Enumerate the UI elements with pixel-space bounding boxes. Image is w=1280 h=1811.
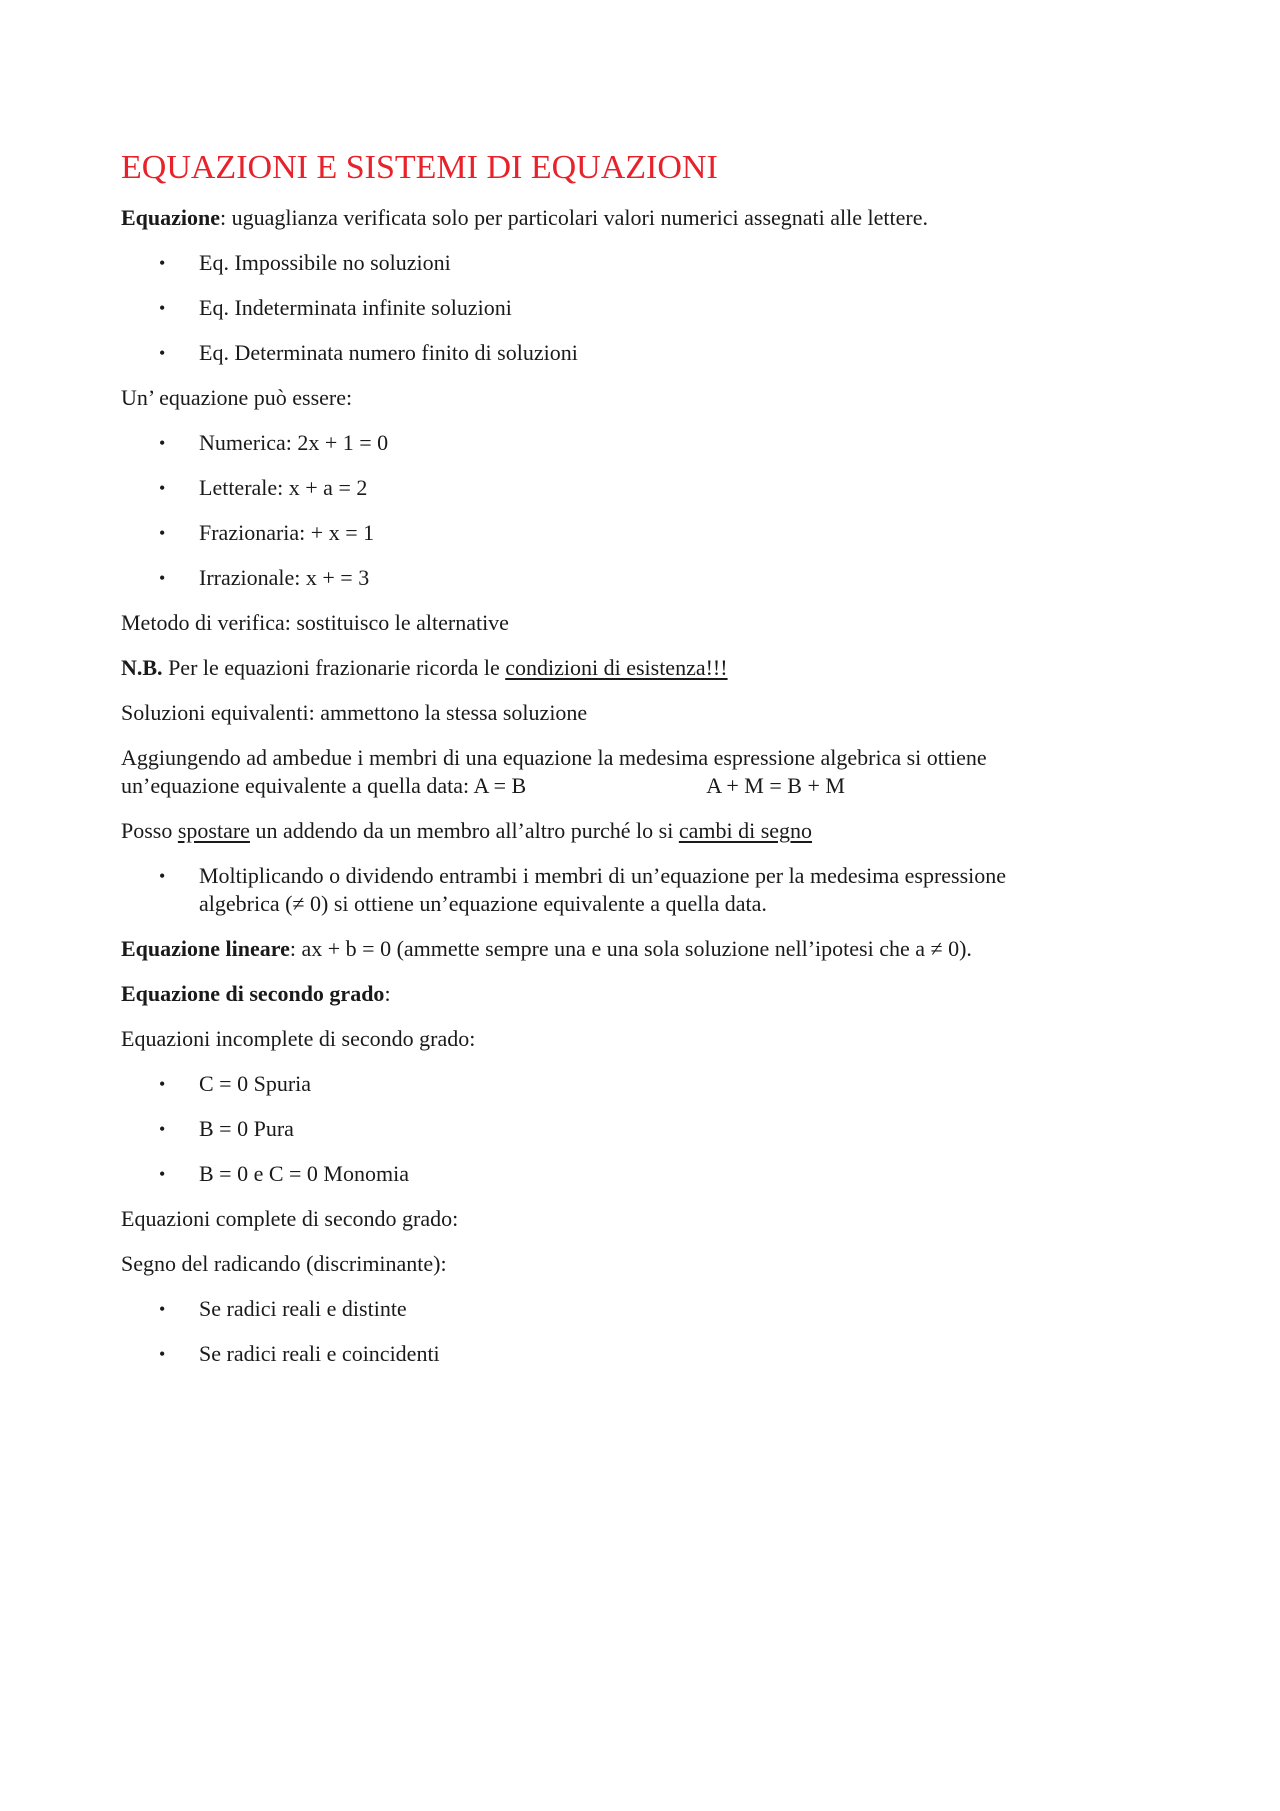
moltiplicando-list [121,862,1121,918]
bullet-icon: • [159,433,166,453]
spostare-underlined: spostare [177,818,250,843]
list-item: • B = 0 Pura [159,1116,294,1141]
bullet-icon: • [159,298,166,318]
page-title: EQUAZIONI E SISTEMI DI EQUAZIONI [121,149,718,186]
list-item: • Letterale: x + a = 2 [159,475,368,500]
posso-spostare: Posso spostare un addendo da un membro all’altro purché lo si cambi di segno [121,818,813,843]
aggiungendo-paragraph: Aggiungendo ad ambedue i membri di una equazione la medesima espressione algebrica si ottiene un’equazione equivalente a quella data: A = B A + M = B + M [121,745,987,798]
equazione-types-list [121,249,1121,367]
complete-intro: Equazioni complete di secondo grado: [121,1206,459,1231]
condizioni-esistenza: condizioni di esistenza!!! [505,655,728,680]
incomplete-intro: Equazioni incomplete di secondo grado: [121,1026,476,1051]
equivalence-formula: A + M = B + M [706,773,845,798]
equazione-lineare: Equazione lineare: ax + b = 0 (ammette sempre una e una sola soluzione nell’ipotesi che a ≠ 0). [121,936,972,961]
bullet-icon: • [159,1164,166,1184]
bullet-icon: • [159,1119,166,1139]
list-item: • B = 0 e C = 0 Monomia [159,1161,409,1186]
list-item: • Eq. Indeterminata infinite soluzioni [159,295,512,320]
nota-bene: N.B. Per le equazioni frazionarie ricorda le condizioni di esistenza!!! [121,655,728,680]
list-item: • Se radici reali e coincidenti [159,1341,440,1366]
segno-list [121,1295,1121,1368]
list-item: • C = 0 Spuria [159,1071,312,1096]
bullet-icon: • [159,478,166,498]
list-item: • Moltiplicando o dividendo entrambi i membri di un’equazione per la medesima espressione algebrica (≠ 0) si ottiene un’equazione equivalente a quella data. [159,863,1007,916]
list-item: • Eq. Determinata numero finito di soluzioni [159,340,578,365]
bullet-icon: • [159,1299,166,1319]
segno-radicando: Segno del radicando (discriminante): [121,1251,447,1276]
nb-label: N.B. [121,655,163,680]
list-item: • Frazionaria: + x = 1 [159,520,375,545]
cambi-segno-underlined: cambi di segno [678,818,813,843]
list-item: • Irrazionale: x + = 3 [159,565,370,590]
equazione-definition: Equazione: uguaglianza verificata solo per particolari valori numerici assegnati alle lettere. [121,205,928,230]
bullet-icon: • [159,343,166,363]
metodo-verifica: Metodo di verifica: sostituisco le alternative [121,610,509,635]
document-body [121,148,1121,1385]
kinds-intro: Un’ equazione può essere: [121,385,353,410]
bullet-icon: • [159,866,166,886]
equazione-secondo-grado: Equazione di secondo grado: [121,981,391,1006]
list-item: • Numerica: 2x + 1 = 0 [159,430,389,455]
bullet-icon: • [159,1344,166,1364]
equazione-term: Equazione [121,205,221,230]
bullet-icon: • [159,253,166,273]
incomplete-list [121,1070,1121,1188]
soluzioni-equivalenti: Soluzioni equivalenti: ammettono la stessa soluzione [121,700,588,725]
bullet-icon: • [159,1074,166,1094]
list-item: • Se radici reali e distinte [159,1296,407,1321]
list-item: • Eq. Impossibile no soluzioni [159,250,451,275]
kinds-list [121,429,1121,592]
lineare-term: Equazione lineare [121,936,290,961]
bullet-icon: • [159,568,166,588]
secondo-grado-term: Equazione di secondo grado [121,981,385,1006]
bullet-icon: • [159,523,166,543]
